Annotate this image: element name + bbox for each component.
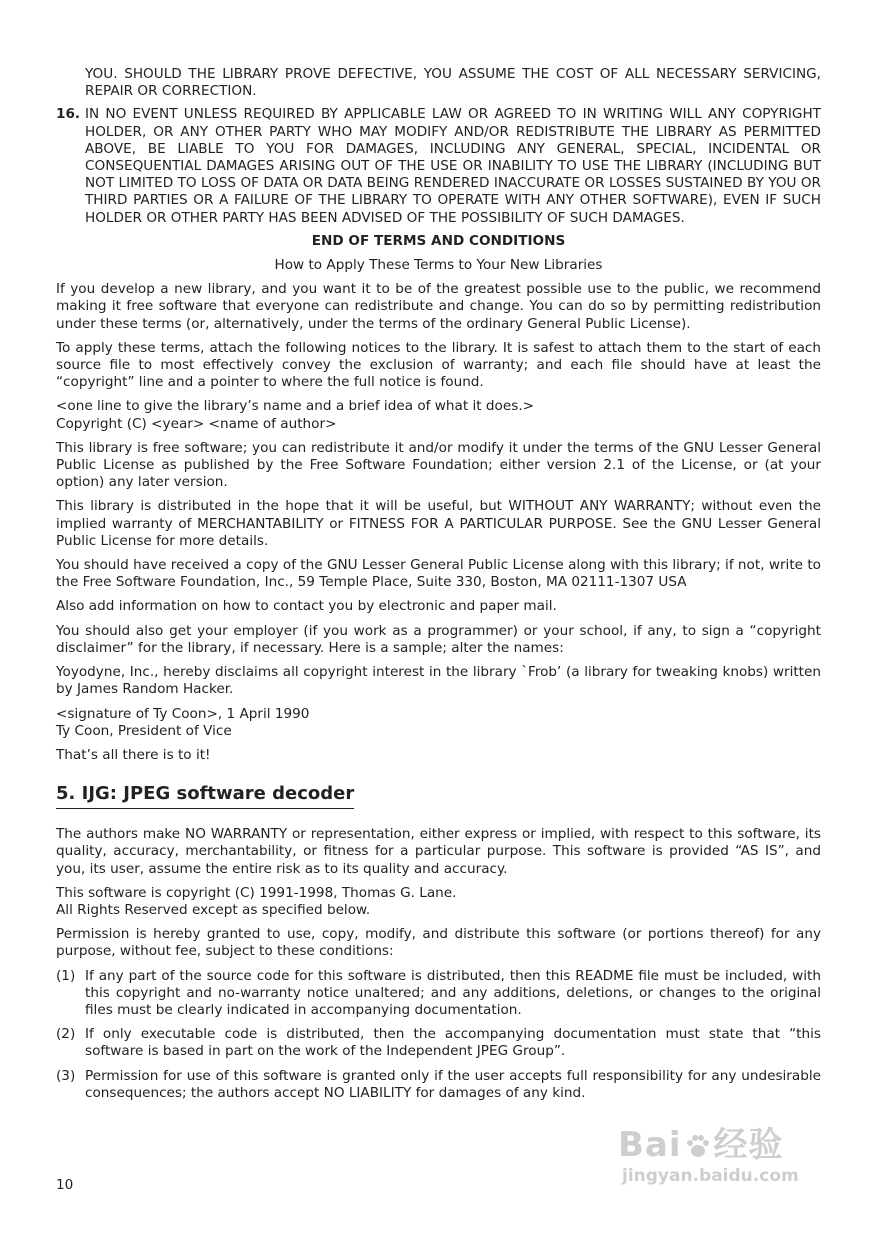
condition-item xyxy=(56,1068,821,1102)
condition-text: If any part of the source code for this software is distributed, then this README file must be included, with this copyright and no-warranty notice unaltered; and any additions, deletions, or changes to the original files must be clearly indicated in accompanying documentation. xyxy=(85,967,821,1018)
paragraph: Yoyodyne, Inc., hereby disclaims all copyright interest in the library `Frob’ (a library for tweaking knobs) written by James Random Hacker. xyxy=(56,664,821,698)
paragraph: To apply these terms, attach the following notices to the library. It is safest to attach them to the start of each source file to most effectively convey the exclusion of warranty; and each file should have at least the “copyright” line and a pointer to where the full notice is found. xyxy=(56,339,821,391)
end-of-terms-heading: END OF TERMS AND CONDITIONS xyxy=(311,232,566,249)
condition-label: (3) xyxy=(56,1067,76,1084)
paragraph: This library is free software; you can redistribute it and/or modify it under the terms of the GNU Lesser General Public License as published by the Free Software Foundation; either version 2.1 of the License, or (at your option) any later version. xyxy=(56,439,821,491)
copyright-line: This software is copyright (C) 1991-1998, Thomas G. Lane. xyxy=(56,884,457,901)
paw-icon xyxy=(684,1132,712,1160)
clause-text: IN NO EVENT UNLESS REQUIRED BY APPLICABLE LAW OR AGREED TO IN WRITING WILL ANY COPYRIGHT HOLDER, OR ANY OTHER PARTY WHO MAY MODIFY AND/OR REDISTRIBUTE THE LIBRARY AS PERMITTED ABOVE, BE LIABLE TO YOU FOR DAMAGES, INCLUDING ANY GENERAL, SPECIAL, INCIDENTAL OR CONSEQUENTIAL DAMAGES ARISING OUT OF THE USE OR INABILITY TO USE THE LIBRARY (INCLUDING BUT NOT LIMITED TO LOSS OF DATA OR DATA BEING RENDERED INACCURATE OR LOSSES SUSTAINED BY YOU OR THIRD PARTIES OR A FAILURE OF THE LIBRARY TO OPERATE WITH ANY OTHER SOFTWARE), EVEN IF SUCH HOLDER OR OTHER PARTY HAS BEEN ADVISED OF THE POSSIBILITY OF SUCH DAMAGES. xyxy=(85,106,821,226)
paragraph: That’s all there is to it! xyxy=(56,746,211,763)
page-number: 10 xyxy=(56,1177,74,1193)
paragraph: The authors make NO WARRANTY or representation, either express or implied, with respect to this software, its quality, accuracy, merchantability, or fitness for a particular purpose. This software is provided “AS IS”, and you, its user, assume the entire risk as to its quality and accuracy. xyxy=(56,826,821,877)
document-page xyxy=(56,66,821,1109)
watermark-url: jingyan.baidu.com xyxy=(622,1166,799,1186)
clause-number: 16. xyxy=(56,106,81,123)
condition-text: If only executable code is distributed, then the accompanying documentation must state that “this software is based in part on the work of the Independent JPEG Group”. xyxy=(85,1026,821,1060)
watermark-brand-right: 经验 xyxy=(713,1125,784,1165)
paragraph: This library is distributed in the hope that it will be useful, but WITHOUT ANY WARRANTY; without even the implied warranty of MERCHANTABILITY or FITNESS FOR A PARTICULAR PURPOSE. See the GNU Lesser General Public License for more details. xyxy=(56,498,821,549)
signature-line: <signature of Ty Coon>, 1 April 1990 xyxy=(56,705,310,722)
copyright-line: All Rights Reserved except as specified below. xyxy=(56,901,371,918)
watermark-brand xyxy=(618,1125,828,1165)
notice-line: Copyright (C) <year> <name of author> xyxy=(56,415,337,432)
paragraph: You should have received a copy of the GNU Lesser General Public License along with this library; if not, write to the Free Software Foundation, Inc., 59 Temple Place, Suite 330, Boston, MA 02111-1307 USA xyxy=(56,557,821,591)
condition-item xyxy=(56,968,821,1020)
watermark-brand-left: Bai xyxy=(618,1125,682,1165)
paragraph: Permission is hereby granted to use, copy, modify, and distribute this software (or portions thereof) for any purpose, without fee, subject to these conditions: xyxy=(56,926,821,960)
condition-text: Permission for use of this software is granted only if the user accepts full responsibility for any undesirable consequences; the authors accept NO LIABILITY for damages of any kind. xyxy=(85,1067,821,1101)
condition-item xyxy=(56,1026,821,1060)
condition-label: (2) xyxy=(56,1026,76,1043)
condition-label: (1) xyxy=(56,967,76,984)
notice-line: <one line to give the library’s name and a brief idea of what it does.> xyxy=(56,398,535,415)
signature-line: Ty Coon, President of Vice xyxy=(56,722,232,739)
how-to-apply-heading: How to Apply These Terms to Your New Libraries xyxy=(274,257,603,274)
clause-16 xyxy=(56,106,821,226)
baidu-watermark xyxy=(618,1125,828,1205)
continuation-text: YOU. SHOULD THE LIBRARY PROVE DEFECTIVE, YOU ASSUME THE COST OF ALL NECESSARY SERVICING, REPAIR OR CORRECTION. xyxy=(85,66,821,100)
section-title: 5. IJG: JPEG software decoder xyxy=(56,783,354,809)
paragraph: If you develop a new library, and you want it to be of the greatest possible use to the public, we recommend making it free software that everyone can redistribute and change. You can do so by permitting redistribution under these terms (or, alternatively, under the terms of the ordinary General Public License). xyxy=(56,281,821,332)
paragraph: Also add information on how to contact you by electronic and paper mail. xyxy=(56,598,557,615)
paragraph: You should also get your employer (if you work as a programmer) or your school, if any, to sign a “copyright disclaimer” for the library, if necessary. Here is a sample; alter the names: xyxy=(56,622,821,656)
